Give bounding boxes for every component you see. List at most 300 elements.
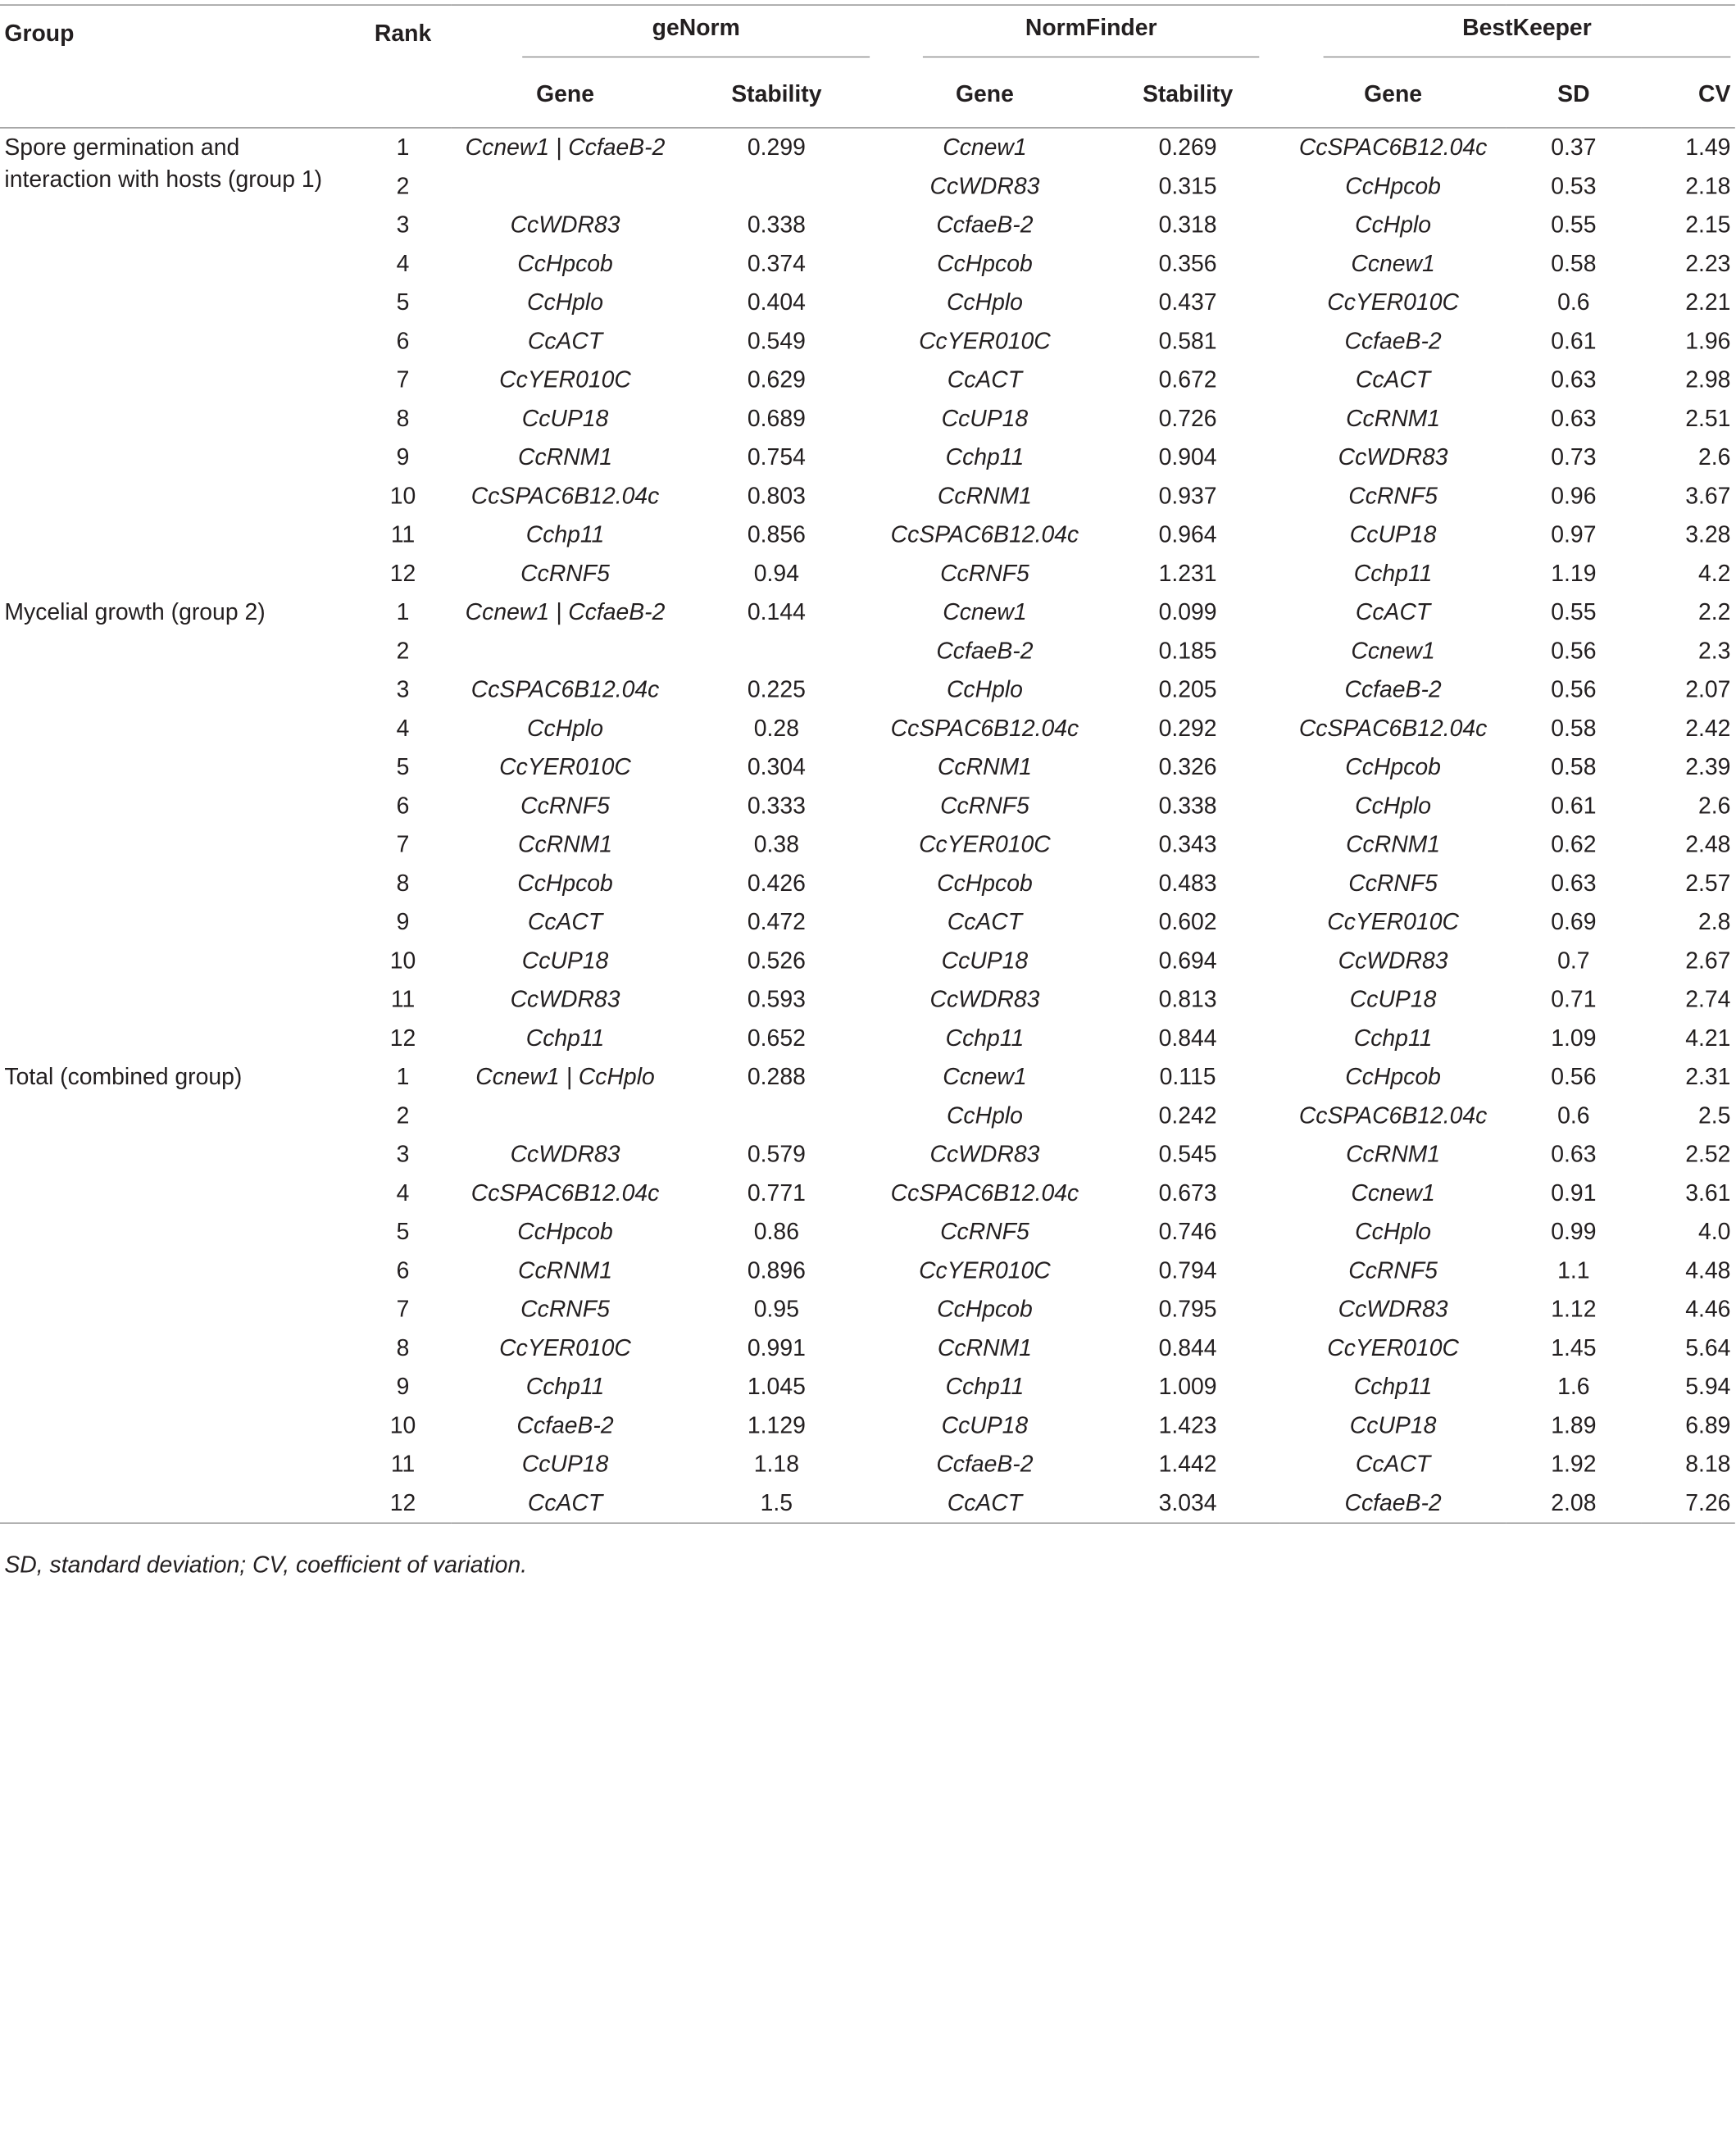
normfinder-gene-cell: CcHpcob: [937, 1297, 1033, 1323]
normfinder-stability-cell: 1.009: [1158, 1374, 1217, 1400]
genorm-stability-cell: 0.426: [747, 870, 806, 897]
genorm-stability-cell: 0.652: [747, 1025, 806, 1052]
bestkeeper-gene-cell: CcSPAC6B12.04c: [1298, 1102, 1488, 1129]
bestkeeper-gene-cell: CcUP18: [1349, 1412, 1437, 1438]
rank-cell: 3: [396, 212, 410, 239]
genorm-stability-cell: [679, 1097, 874, 1135]
bestkeeper-cv-cell: 2.23: [1685, 251, 1731, 277]
bestkeeper-gene-cell: CcfaeB-2: [1344, 1490, 1442, 1516]
table-row: [0, 825, 1735, 864]
group-spacer: [0, 206, 354, 244]
genorm-stability-cell: 0.299: [747, 134, 806, 161]
genorm-stability-cell: 0.579: [747, 1142, 806, 1168]
rank-cell: 5: [396, 1219, 410, 1245]
normfinder-stability-cell: 0.269: [1158, 134, 1217, 161]
table-row: [0, 554, 1735, 593]
genorm-gene-cell: Ccnew1 | CcfaeB-2: [465, 134, 666, 161]
bestkeeper-cv-cell: 4.2: [1697, 561, 1731, 587]
normfinder-stability-cell: 1.442: [1158, 1452, 1217, 1478]
group-spacer: [0, 1019, 354, 1057]
bestkeeper-gene-cell: CcWDR83: [1338, 444, 1448, 470]
genorm-gene-cell: CcSPAC6B12.04c: [470, 1180, 660, 1206]
normfinder-gene-cell: CcWDR83: [929, 1142, 1040, 1168]
bestkeeper-sd-cell: 0.69: [1551, 909, 1597, 935]
bestkeeper-gene-cell: CcWDR83: [1338, 1297, 1448, 1323]
rank-cell: 6: [396, 1257, 410, 1284]
rank-cell: 9: [396, 444, 410, 470]
bestkeeper-sd-cell: 0.7: [1557, 947, 1590, 974]
rank-cell: 7: [396, 367, 410, 393]
bestkeeper-gene-cell: CcfaeB-2: [1344, 328, 1442, 354]
bestkeeper-sd-cell: 0.97: [1551, 522, 1597, 548]
normfinder-stability-cell: 1.423: [1158, 1412, 1217, 1438]
normfinder-stability-cell: 0.794: [1158, 1257, 1217, 1284]
group-spacer: [0, 1406, 354, 1445]
bestkeeper-gene-cell: CcRNM1: [1346, 1142, 1441, 1168]
bestkeeper-gene-cell: CcRNF5: [1348, 483, 1438, 509]
genorm-stability-cell: 0.225: [747, 677, 806, 703]
bestkeeper-cv-cell: 2.48: [1685, 832, 1731, 858]
group-spacer: [0, 1213, 354, 1252]
bestkeeper-sd-cell: 0.58: [1551, 754, 1597, 780]
bestkeeper-gene-cell: CcYER010C: [1327, 289, 1459, 316]
table-row: [0, 438, 1735, 477]
group-label: Total (combined group): [4, 1064, 243, 1090]
normfinder-gene-cell: CcHplo: [946, 677, 1023, 703]
genorm-gene-cell: CcRNF5: [520, 793, 610, 819]
table-body: [0, 128, 1735, 1523]
genorm-stability-cell: 0.304: [747, 754, 806, 780]
normfinder-stability-cell: 0.242: [1158, 1102, 1217, 1129]
normfinder-stability-cell: 0.673: [1158, 1180, 1217, 1206]
genorm-gene-cell: CcfaeB-2: [516, 1412, 614, 1438]
table-row: [0, 244, 1735, 283]
normfinder-stability-cell: 0.844: [1158, 1025, 1217, 1052]
bestkeeper-gene-cell: CcACT: [1355, 1452, 1431, 1478]
rank-cell: 4: [396, 251, 410, 277]
normfinder-stability-cell: 0.844: [1158, 1335, 1217, 1361]
normfinder-gene-cell: CcUP18: [941, 406, 1029, 432]
genorm-stability-cell: 1.129: [747, 1412, 806, 1438]
bestkeeper-sd-cell: 0.91: [1551, 1180, 1597, 1206]
genorm-stability-cell: 0.338: [747, 212, 806, 239]
normfinder-stability-cell: 0.795: [1158, 1297, 1217, 1323]
genorm-gene-cell: CcYER010C: [499, 754, 631, 780]
bestkeeper-cv-cell: 2.8: [1697, 909, 1731, 935]
header-normfinder: [875, 5, 1280, 61]
bestkeeper-gene-cell: CcACT: [1355, 367, 1431, 393]
rank-cell: 6: [396, 793, 410, 819]
normfinder-stability-cell: 1.231: [1158, 561, 1217, 587]
genorm-gene-cell: CcYER010C: [499, 1335, 631, 1361]
group-spacer: [0, 322, 354, 361]
rank-cell: 8: [396, 406, 410, 432]
rank-cell: 1: [396, 134, 410, 161]
genorm-stability-cell: 0.86: [753, 1219, 799, 1245]
genorm-stability-cell: 0.374: [747, 251, 806, 277]
table-row: [0, 1406, 1735, 1445]
table-row: [0, 1445, 1735, 1483]
genorm-stability-cell: 0.803: [747, 483, 806, 509]
bestkeeper-cv-cell: 2.6: [1697, 444, 1731, 470]
normfinder-stability-cell: 0.694: [1158, 947, 1217, 974]
bestkeeper-cv-cell: 2.39: [1685, 754, 1731, 780]
group-spacer: [0, 399, 354, 438]
bestkeeper-cv-cell: 6.89: [1685, 1412, 1731, 1438]
rank-cell: 2: [396, 173, 410, 199]
normfinder-gene-cell: CcYER010C: [919, 1257, 1051, 1284]
genorm-stability-cell: 0.28: [753, 716, 799, 742]
rank-cell: 11: [390, 987, 416, 1013]
table-row: [0, 787, 1735, 825]
bestkeeper-sd-cell: 1.1: [1557, 1257, 1590, 1284]
normfinder-gene-cell: CcRNF5: [940, 793, 1029, 819]
normfinder-stability-cell: 0.356: [1158, 251, 1217, 277]
bestkeeper-gene-cell: CcHpcob: [1345, 754, 1441, 780]
rank-cell: 7: [396, 1297, 410, 1323]
table-row: [0, 1174, 1735, 1212]
bestkeeper-cv-cell: 3.61: [1685, 1180, 1731, 1206]
header-normfinder-label: NormFinder: [923, 9, 1259, 57]
genorm-gene-cell: CcHpcob: [517, 1219, 613, 1245]
normfinder-stability-cell: 0.343: [1158, 832, 1217, 858]
normfinder-gene-cell: CcACT: [947, 1490, 1023, 1516]
subheader-normfinder-stability: Stability: [1142, 81, 1234, 107]
normfinder-gene-cell: CcRNF5: [940, 1219, 1029, 1245]
genorm-gene-cell: CcHplo: [527, 289, 604, 316]
table-row: [0, 128, 1735, 167]
genorm-gene-cell: CcACT: [527, 328, 603, 354]
table-row: [0, 1483, 1735, 1523]
bestkeeper-cv-cell: 2.51: [1685, 406, 1731, 432]
group-spacer: [0, 980, 354, 1019]
rank-cell: 12: [389, 561, 416, 587]
header-genorm: [452, 5, 875, 61]
normfinder-gene-cell: CcHplo: [946, 1102, 1023, 1129]
table-row: [0, 903, 1735, 942]
subheader-genorm-gene: Gene: [536, 81, 594, 107]
bestkeeper-cv-cell: 4.21: [1685, 1025, 1731, 1052]
bestkeeper-cv-cell: 7.26: [1685, 1490, 1731, 1516]
rank-cell: 5: [396, 289, 410, 316]
rank-cell: 3: [396, 677, 410, 703]
normfinder-stability-cell: 0.483: [1158, 870, 1217, 897]
normfinder-gene-cell: CcWDR83: [929, 173, 1040, 199]
group-spacer: [0, 1135, 354, 1174]
bestkeeper-sd-cell: 0.73: [1551, 444, 1597, 470]
rank-cell: 2: [396, 638, 410, 664]
bestkeeper-sd-cell: 0.61: [1551, 793, 1597, 819]
header-bestkeeper: [1280, 5, 1735, 61]
group-spacer: [0, 709, 354, 747]
bestkeeper-cv-cell: 5.94: [1685, 1374, 1731, 1400]
group-spacer: [0, 438, 354, 477]
rank-cell: 3: [396, 1142, 410, 1168]
bestkeeper-sd-cell: 1.19: [1551, 561, 1597, 587]
group-spacer: [0, 554, 354, 593]
rank-cell: 9: [396, 1374, 410, 1400]
normfinder-gene-cell: CcACT: [947, 367, 1023, 393]
genorm-stability-cell: 1.18: [753, 1452, 799, 1478]
genorm-stability-cell: 0.771: [747, 1180, 806, 1206]
bestkeeper-sd-cell: 0.6: [1557, 289, 1590, 316]
genorm-gene-cell: [452, 167, 679, 206]
bestkeeper-cv-cell: 2.98: [1685, 367, 1731, 393]
genorm-gene-cell: [452, 1097, 679, 1135]
bestkeeper-sd-cell: 2.08: [1551, 1490, 1597, 1516]
genorm-gene-cell: Cchp11: [525, 1374, 605, 1400]
rank-cell: 8: [396, 870, 410, 897]
bestkeeper-cv-cell: 3.67: [1685, 483, 1731, 509]
subheader-bestkeeper-sd: SD: [1557, 81, 1590, 107]
rank-cell: 8: [396, 1335, 410, 1361]
bestkeeper-sd-cell: 0.63: [1551, 1142, 1597, 1168]
genorm-stability-cell: 0.333: [747, 793, 806, 819]
rank-cell: 4: [396, 1180, 410, 1206]
rank-cell: 2: [396, 1102, 410, 1129]
normfinder-gene-cell: CcfaeB-2: [936, 1452, 1034, 1478]
bestkeeper-cv-cell: 2.52: [1685, 1142, 1731, 1168]
normfinder-stability-cell: 0.602: [1158, 909, 1217, 935]
normfinder-stability-cell: 0.318: [1158, 212, 1217, 239]
bestkeeper-sd-cell: 1.09: [1551, 1025, 1597, 1052]
normfinder-stability-cell: 0.746: [1158, 1219, 1217, 1245]
table-row: [0, 516, 1735, 554]
normfinder-gene-cell: CcfaeB-2: [936, 212, 1034, 239]
normfinder-gene-cell: Cchp11: [945, 1374, 1025, 1400]
table-row: [0, 322, 1735, 361]
genorm-stability-cell: 0.472: [747, 909, 806, 935]
bestkeeper-sd-cell: 0.55: [1551, 212, 1597, 239]
genorm-gene-cell: CcACT: [527, 1490, 603, 1516]
normfinder-gene-cell: Ccnew1: [943, 1064, 1027, 1090]
bestkeeper-gene-cell: Ccnew1: [1351, 251, 1435, 277]
group-spacer: [0, 748, 354, 787]
genorm-gene-cell: [452, 632, 679, 670]
rank-cell: 6: [396, 328, 410, 354]
genorm-stability-cell: 0.144: [747, 599, 806, 625]
bestkeeper-gene-cell: CcWDR83: [1338, 947, 1448, 974]
bestkeeper-cv-cell: 2.15: [1685, 212, 1731, 239]
genorm-stability-cell: 0.991: [747, 1335, 806, 1361]
rank-cell: 10: [389, 947, 416, 974]
bestkeeper-cv-cell: 2.31: [1685, 1064, 1731, 1090]
normfinder-stability-cell: 0.437: [1158, 289, 1217, 316]
bestkeeper-cv-cell: 2.07: [1685, 677, 1731, 703]
normfinder-stability-cell: 0.581: [1158, 328, 1217, 354]
genorm-stability-cell: 0.593: [747, 987, 806, 1013]
bestkeeper-cv-cell: 2.6: [1697, 793, 1731, 819]
bestkeeper-gene-cell: CcUP18: [1349, 987, 1437, 1013]
bestkeeper-cv-cell: 2.2: [1697, 599, 1731, 625]
bestkeeper-cv-cell: 4.0: [1697, 1219, 1731, 1245]
bestkeeper-sd-cell: 0.37: [1551, 134, 1597, 161]
normfinder-gene-cell: CcSPAC6B12.04c: [890, 1180, 1079, 1206]
rank-cell: 5: [396, 754, 410, 780]
bestkeeper-cv-cell: 1.49: [1685, 134, 1731, 161]
genorm-gene-cell: Ccnew1 | CcHplo: [475, 1064, 655, 1090]
bestkeeper-cv-cell: 4.46: [1685, 1297, 1731, 1323]
group-spacer: [0, 244, 354, 283]
rank-cell: 1: [396, 1064, 410, 1090]
group-label: Spore germination and interaction with hosts (group 1): [4, 134, 323, 193]
bestkeeper-gene-cell: CcHplo: [1355, 1219, 1432, 1245]
normfinder-gene-cell: CcYER010C: [919, 832, 1051, 858]
bestkeeper-gene-cell: CcRNF5: [1348, 1257, 1438, 1284]
subheader-bestkeeper-cv: CV: [1697, 81, 1731, 107]
table-row: [0, 1329, 1735, 1367]
normfinder-stability-cell: 0.964: [1158, 522, 1217, 548]
table-row: [0, 980, 1735, 1019]
table-row: [0, 709, 1735, 747]
normfinder-gene-cell: CcHplo: [946, 289, 1023, 316]
genorm-gene-cell: Ccnew1 | CcfaeB-2: [465, 599, 666, 625]
genorm-stability-cell: 1.5: [760, 1490, 793, 1516]
bestkeeper-sd-cell: 0.6: [1557, 1102, 1590, 1129]
genorm-gene-cell: CcYER010C: [499, 367, 631, 393]
rank-cell: 9: [396, 909, 410, 935]
genorm-stability-cell: 0.856: [747, 522, 806, 548]
bestkeeper-gene-cell: CcRNM1: [1346, 406, 1441, 432]
bestkeeper-cv-cell: 5.64: [1685, 1335, 1731, 1361]
genorm-gene-cell: CcUP18: [521, 406, 609, 432]
bestkeeper-cv-cell: 2.67: [1685, 947, 1731, 974]
bestkeeper-sd-cell: 0.63: [1551, 406, 1597, 432]
group-spacer: [0, 825, 354, 864]
group-spacer: [0, 516, 354, 554]
normfinder-gene-cell: CcRNM1: [937, 1335, 1032, 1361]
normfinder-stability-cell: 3.034: [1158, 1490, 1217, 1516]
table-row: [0, 864, 1735, 902]
group-spacer: [0, 361, 354, 399]
bestkeeper-sd-cell: 0.56: [1551, 1064, 1597, 1090]
table-row: [0, 206, 1735, 244]
table-row: [0, 748, 1735, 787]
bestkeeper-cv-cell: 2.5: [1697, 1102, 1731, 1129]
bestkeeper-sd-cell: 0.63: [1551, 367, 1597, 393]
genorm-gene-cell: CcHplo: [527, 716, 604, 742]
group-spacer: [0, 477, 354, 516]
genorm-stability-cell: 0.549: [747, 328, 806, 354]
table-row: [0, 942, 1735, 980]
normfinder-stability-cell: 0.813: [1158, 987, 1217, 1013]
table-row: [0, 1058, 1735, 1097]
table-row: [0, 399, 1735, 438]
bestkeeper-gene-cell: CcYER010C: [1327, 909, 1459, 935]
bestkeeper-sd-cell: 0.96: [1551, 483, 1597, 509]
genorm-gene-cell: CcRNM1: [518, 444, 613, 470]
bestkeeper-gene-cell: Cchp11: [1353, 1374, 1433, 1400]
genorm-gene-cell: CcRNM1: [518, 832, 613, 858]
bestkeeper-gene-cell: CcfaeB-2: [1344, 677, 1442, 703]
header-group: Group: [4, 20, 75, 47]
table-row: [0, 1019, 1735, 1057]
bestkeeper-gene-cell: CcSPAC6B12.04c: [1298, 134, 1488, 161]
genorm-gene-cell: CcUP18: [521, 1452, 609, 1478]
table-row: [0, 670, 1735, 709]
rank-cell: 12: [389, 1025, 416, 1052]
bestkeeper-gene-cell: CcACT: [1355, 599, 1431, 625]
normfinder-stability-cell: 0.185: [1158, 638, 1217, 664]
bestkeeper-gene-cell: Cchp11: [1353, 1025, 1433, 1052]
bestkeeper-sd-cell: 0.53: [1551, 173, 1597, 199]
table-row: [0, 477, 1735, 516]
bestkeeper-gene-cell: CcSPAC6B12.04c: [1298, 716, 1488, 742]
bestkeeper-cv-cell: 8.18: [1685, 1452, 1731, 1478]
normfinder-gene-cell: Cchp11: [945, 1025, 1025, 1052]
bestkeeper-sd-cell: 0.71: [1551, 987, 1597, 1013]
normfinder-stability-cell: 0.338: [1158, 793, 1217, 819]
subheader-empty-rank: [354, 61, 452, 128]
genorm-gene-cell: CcRNM1: [518, 1257, 613, 1284]
normfinder-stability-cell: 0.904: [1158, 444, 1217, 470]
group-spacer: [0, 670, 354, 709]
table-row: [0, 284, 1735, 322]
group-spacer: [0, 284, 354, 322]
genorm-gene-cell: Cchp11: [525, 1025, 605, 1052]
group-spacer: [0, 1445, 354, 1483]
table-row: [0, 593, 1735, 632]
normfinder-gene-cell: Ccnew1: [943, 134, 1027, 161]
group-spacer: [0, 787, 354, 825]
subheader-empty-group: [0, 61, 354, 128]
bestkeeper-cv-cell: 2.74: [1685, 987, 1731, 1013]
bestkeeper-sd-cell: 1.6: [1557, 1374, 1590, 1400]
bestkeeper-sd-cell: 1.12: [1551, 1297, 1597, 1323]
bestkeeper-gene-cell: Ccnew1: [1351, 638, 1435, 664]
genorm-gene-cell: CcSPAC6B12.04c: [470, 483, 660, 509]
rank-cell: 4: [396, 716, 410, 742]
bestkeeper-sd-cell: 0.56: [1551, 638, 1597, 664]
genorm-stability-cell: 0.526: [747, 947, 806, 974]
normfinder-gene-cell: Ccnew1: [943, 599, 1027, 625]
table-row: [0, 361, 1735, 399]
normfinder-gene-cell: CcHpcob: [937, 251, 1033, 277]
genorm-gene-cell: CcSPAC6B12.04c: [470, 677, 660, 703]
bestkeeper-cv-cell: 1.96: [1685, 328, 1731, 354]
rank-cell: 12: [389, 1490, 416, 1516]
genorm-gene-cell: CcRNF5: [520, 1297, 610, 1323]
bestkeeper-gene-cell: CcYER010C: [1327, 1335, 1459, 1361]
bestkeeper-sd-cell: 0.62: [1551, 832, 1597, 858]
bestkeeper-gene-cell: CcRNM1: [1346, 832, 1441, 858]
normfinder-stability-cell: 0.292: [1158, 716, 1217, 742]
table-row: [0, 1368, 1735, 1406]
genorm-stability-cell: 0.95: [753, 1297, 799, 1323]
bestkeeper-gene-cell: CcHplo: [1355, 793, 1432, 819]
bestkeeper-gene-cell: CcHplo: [1355, 212, 1432, 239]
genorm-gene-cell: CcUP18: [521, 947, 609, 974]
bestkeeper-gene-cell: CcHpcob: [1345, 173, 1441, 199]
table-row: [0, 1213, 1735, 1252]
bestkeeper-cv-cell: 2.57: [1685, 870, 1731, 897]
group-spacer: [0, 1483, 354, 1523]
rank-cell: 11: [390, 1452, 416, 1478]
normfinder-gene-cell: CcYER010C: [919, 328, 1051, 354]
normfinder-gene-cell: CcUP18: [941, 947, 1029, 974]
table-row: [0, 1290, 1735, 1329]
rank-cell: 1: [396, 599, 410, 625]
normfinder-gene-cell: CcRNM1: [937, 754, 1032, 780]
normfinder-gene-cell: CcUP18: [941, 1412, 1029, 1438]
bestkeeper-gene-cell: CcRNF5: [1348, 870, 1438, 897]
rank-cell: 7: [396, 832, 410, 858]
group-spacer: [0, 864, 354, 902]
genorm-stability-cell: [679, 632, 874, 670]
genorm-stability-cell: 0.629: [747, 367, 806, 393]
normfinder-stability-cell: 0.672: [1158, 367, 1217, 393]
group-spacer: [0, 942, 354, 980]
